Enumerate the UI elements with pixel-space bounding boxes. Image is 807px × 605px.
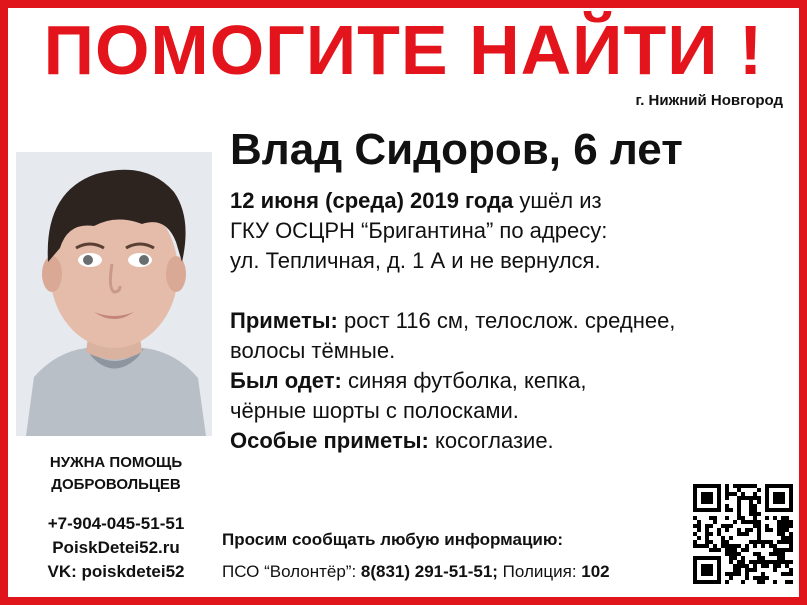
missing-date: 12 июня (среда) 2019 года [230, 188, 514, 213]
signs-line-2: волосы тёмные. [230, 338, 396, 363]
clothes-line: Был одет: синяя футболка, кепка, [230, 368, 587, 393]
contact-site: PoiskDetei52.ru [52, 538, 180, 557]
child-photo [16, 152, 212, 436]
qr-code-icon [693, 484, 793, 584]
child-name: Влад Сидоров, 6 лет [230, 125, 683, 174]
desc-line-1: 12 июня (среда) 2019 года ушёл из [230, 188, 602, 213]
desc-line-3: ул. Тепличная, д. 1 А и не вернулся. [230, 248, 601, 273]
city-label: г. Нижний Новгород [635, 92, 783, 109]
desc-line-2: ГКУ ОСЦРН “Бригантина” по адресу: [230, 218, 608, 243]
special-signs-line: Особые приметы: косоглазие. [230, 428, 554, 453]
contacts-block [16, 512, 216, 584]
volunteers-callout: НУЖНА ПОМОЩЬ ДОБРОВОЛЬЦЕВ [49, 454, 183, 493]
info-request: Просим сообщать любую информацию: [222, 530, 564, 549]
contact-vk: VK: poiskdetei52 [47, 562, 185, 581]
signs-line: Приметы: рост 116 см, телослож. среднее, [230, 308, 676, 333]
clothes-line-2: чёрные шорты с полосками. [230, 398, 519, 423]
contact-phone: +7-904-045-51-51 [47, 514, 185, 533]
phones-line: ПСО “Волонтёр”: 8(831) 291-51-51; Полиция: 102 [222, 562, 610, 581]
description [230, 186, 790, 456]
poster-headline: ПОМОГИТЕ НАЙТИ ! [43, 11, 764, 89]
org-phone: 8(831) 291-51-51; [360, 562, 498, 581]
police-phone: 102 [581, 562, 610, 581]
